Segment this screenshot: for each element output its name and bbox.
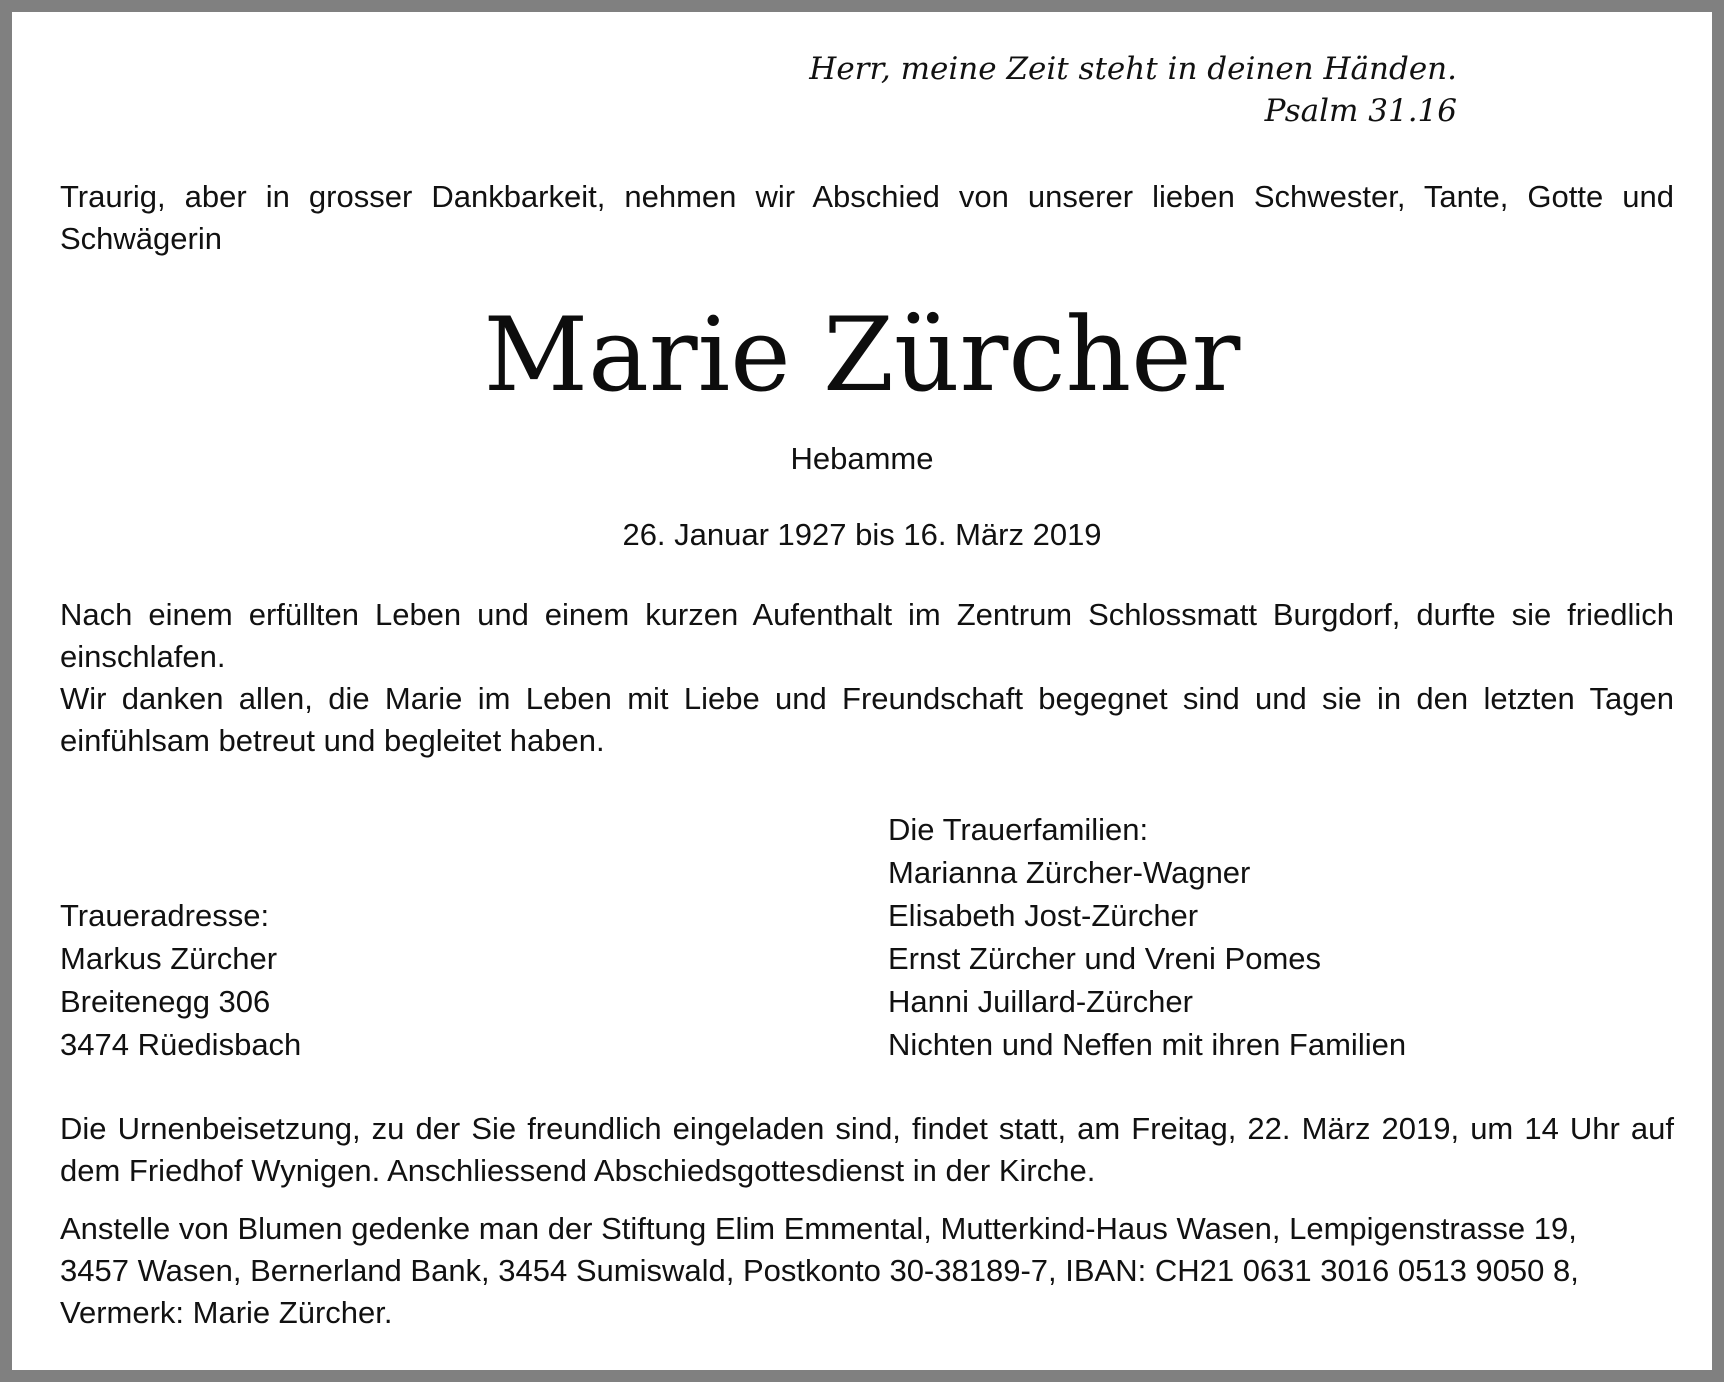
families-heading: Die Trauerfamilien: — [888, 812, 1149, 847]
family-member: Marianna Zürcher-Wagner — [888, 855, 1251, 890]
address-heading: Traueradresse: — [60, 898, 270, 933]
address-line: Markus Zürcher — [60, 941, 278, 976]
ceremony-text: Die Urnenbeisetzung, zu der Sie freundlich eingeladen sind, findet statt, am Freitag, 22. März 2019, um 14 Uhr auf dem Friedhof Wynigen. Anschliessend Abschiedsgottesdienst in der Kirche. — [60, 1111, 1674, 1188]
family-member: Nichten und Neffen mit ihren Familien — [888, 1027, 1407, 1062]
motto-source: Psalm 31.16 — [1264, 93, 1457, 129]
tribute-paragraph-1: Nach einem erfüllten Leben und einem kurzen Aufenthalt im Zentrum Schlossmatt Burgdorf, durfte sie friedlich einschlafen. — [60, 597, 1674, 674]
mourning-address — [60, 894, 301, 1066]
deceased-name: Marie Zürcher — [483, 296, 1241, 415]
obituary-page — [12, 12, 1712, 1370]
address-line: Breitenegg 306 — [60, 984, 271, 1019]
donation-line: Anstelle von Blumen gedenke man der Stiftung Elim Emmental, Mutterkind-Haus Wasen, Lempigenstrasse 19, — [60, 1211, 1577, 1246]
family-member: Elisabeth Jost-Zürcher — [888, 898, 1199, 933]
address-line: 3474 Rüedisbach — [60, 1027, 302, 1062]
tribute-paragraph-2: Wir danken allen, die Marie im Leben mit Liebe und Freundschaft begegnet sind und sie in den letzten Tagen einfühlsam betreut und begleitet haben. — [60, 681, 1674, 758]
tribute-text — [60, 594, 1674, 762]
intro-text: Traurig, aber in grosser Dankbarkeit, nehmen wir Abschied von unserer lieben Schwester, Tante, Gotte und Schwägerin — [60, 179, 1674, 256]
donation-line: 3457 Wasen, Bernerland Bank, 3454 Sumiswald, Postkonto 30-38189-7, IBAN: CH21 0631 3016 0513 9050 8, — [60, 1253, 1579, 1288]
family-member: Ernst Zürcher und Vreni Pomes — [888, 941, 1322, 976]
family-member: Hanni Juillard-Zürcher — [888, 984, 1193, 1019]
deceased-profession: Hebamme — [790, 441, 934, 476]
bible-motto — [809, 48, 1457, 132]
donation-text — [60, 1208, 1674, 1334]
motto-quote: Herr, meine Zeit steht in deinen Händen. — [809, 51, 1457, 87]
mourning-families — [888, 808, 1406, 1066]
life-dates: 26. Januar 1927 bis 16. März 2019 — [622, 517, 1102, 552]
donation-line: Vermerk: Marie Zürcher. — [60, 1295, 393, 1330]
